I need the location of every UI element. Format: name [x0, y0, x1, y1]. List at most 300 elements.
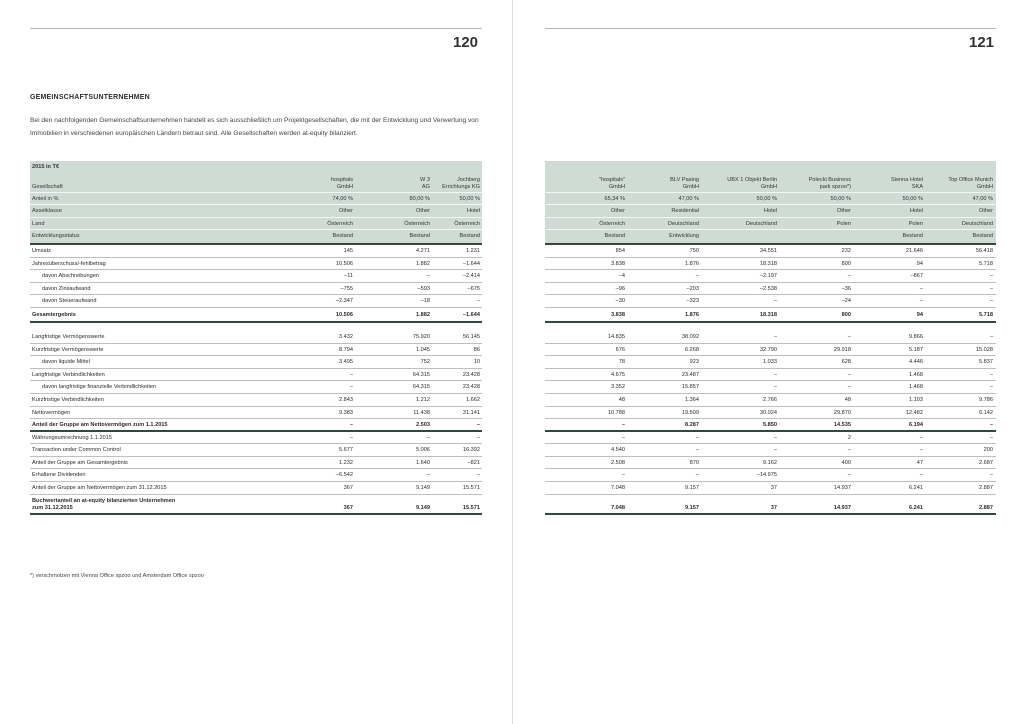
table-row: [545, 482, 996, 495]
company-name: UBX 1 Objekt Berlin GmbH: [727, 176, 777, 191]
table-row: [545, 469, 996, 482]
table-row: [545, 444, 996, 457]
country-row: [30, 218, 482, 231]
cell: 10: [473, 359, 480, 366]
year-header-row: [545, 161, 996, 174]
cell: 1.364: [685, 396, 699, 403]
share-row: [545, 193, 996, 206]
row-label: Transaction under Common Control: [32, 447, 121, 454]
cell: 628: [841, 359, 851, 366]
country-row: [545, 218, 996, 231]
cell: –: [349, 434, 353, 441]
cell: Hotel: [909, 208, 923, 215]
cell: 1.045: [416, 346, 430, 353]
cell: 1.882: [416, 260, 430, 267]
cell: 9.149: [416, 504, 430, 511]
cell: 50,00 %: [830, 195, 851, 202]
cell: Polen: [908, 220, 923, 227]
cell: –: [695, 273, 699, 280]
cell: Polen: [836, 220, 851, 227]
cell: 10.506: [335, 311, 353, 318]
cell: Bestand: [459, 233, 480, 240]
cell: 37: [770, 504, 777, 511]
company-name: Jochberg Errichtungs KG: [442, 176, 480, 191]
cell: –: [989, 333, 993, 340]
cell: 38.092: [681, 333, 699, 340]
cell: –2.538: [759, 285, 777, 292]
cell: –14.975: [756, 472, 777, 479]
cell: 14.937: [833, 504, 851, 511]
cell: 145: [343, 247, 353, 254]
cell: 29.870: [833, 409, 851, 416]
cell: 1.640: [416, 459, 430, 466]
cell: 15.028: [975, 346, 993, 353]
cell: –2.347: [335, 298, 353, 305]
table-row: [30, 369, 482, 382]
cell: 50,00 %: [902, 195, 923, 202]
table-row: [545, 394, 996, 407]
cell: 94: [916, 311, 923, 318]
cell: 1.231: [466, 247, 480, 254]
row-label: Anteil der Gruppe am Nettovermögen zum 31.12.2015: [32, 485, 167, 492]
cell: 6.241: [909, 485, 923, 492]
cell: –: [426, 434, 430, 441]
cell: –: [773, 384, 777, 391]
row-label: Langfristige Vermögenswerte: [32, 333, 105, 340]
cell: 12.482: [905, 409, 923, 416]
cell: 6.241: [909, 504, 923, 511]
cell: [701, 230, 777, 243]
cell: 18.318: [759, 311, 777, 318]
share-row: [30, 193, 482, 206]
cell: 50,00 %: [756, 195, 777, 202]
cell: 4.675: [611, 371, 625, 378]
cell: Österreich: [327, 220, 353, 227]
cell: 800: [841, 311, 851, 318]
cell: Bestand: [604, 233, 625, 240]
cell: 14.835: [607, 333, 625, 340]
table-row: [30, 283, 482, 296]
cell: –: [989, 273, 993, 280]
cell: –: [476, 472, 480, 479]
cell: –867: [910, 273, 923, 280]
company-name: Polecki Business park spzoo*): [808, 176, 851, 191]
row-label: Entwicklungsstatus: [32, 233, 80, 240]
cell: –30: [615, 298, 625, 305]
company-label: Gesellschaft: [32, 183, 63, 190]
page-number: 121: [969, 34, 995, 51]
cell: 4.271: [416, 247, 430, 254]
cell: 1.103: [909, 396, 923, 403]
cell: 232: [841, 247, 851, 254]
cell: –1.644: [462, 311, 480, 318]
row-label: davon langfristige finanzielle Verbindlichkeiten: [42, 384, 157, 391]
cell: 2.687: [979, 459, 993, 466]
table-row: [30, 356, 482, 369]
cell: Other: [416, 208, 430, 215]
row-label: Anteil der Gruppe am Gesamtergebnis: [32, 459, 128, 466]
cell: –96: [615, 285, 625, 292]
cell: 9.157: [685, 504, 699, 511]
table-row: [30, 344, 482, 357]
cell: 14.535: [833, 422, 851, 429]
row-label: Umsatz: [32, 247, 51, 254]
cell: 21.646: [905, 247, 923, 254]
cell: 8.287: [685, 422, 699, 429]
cell: 1.212: [416, 396, 430, 403]
joint-ventures-table-left: [30, 161, 482, 515]
total-row: [545, 308, 996, 323]
table-row: [545, 407, 996, 420]
page-number: 120: [453, 34, 479, 51]
company-name: Top Office Munich GmbH: [948, 176, 993, 191]
cell: –: [847, 472, 851, 479]
year-header-row: [30, 161, 482, 174]
company-name: hospitals GmbH: [330, 176, 353, 191]
cell: –: [847, 273, 851, 280]
cell: –11: [344, 273, 353, 280]
cell: –: [349, 422, 353, 429]
company-name: Sienna Hotel SKA: [890, 176, 923, 191]
cell: 47,00 %: [678, 195, 699, 202]
company-header-row: [545, 174, 996, 193]
cell: 16.392: [462, 447, 480, 454]
cell: 94: [916, 260, 923, 267]
cell: 1.232: [339, 459, 353, 466]
cell: Deutschland: [745, 220, 777, 227]
cell: –2.197: [759, 273, 777, 280]
cell: –: [989, 371, 993, 378]
cell: –2.414: [462, 273, 480, 280]
cell: 15.571: [462, 504, 480, 511]
row-label: Anteil der Gruppe am Nettovermögen zum 1.1.2015: [32, 422, 168, 429]
cell: –: [919, 472, 923, 479]
row-label: Nettovermögen: [32, 409, 71, 416]
cell: 3.432: [339, 333, 353, 340]
cell: –24: [841, 298, 851, 305]
cell: 9.162: [763, 459, 777, 466]
cell: –323: [686, 298, 699, 305]
cell: 1.468: [909, 371, 923, 378]
table-row: [30, 457, 482, 470]
cell: 367: [343, 504, 353, 511]
cell: –203: [686, 285, 699, 292]
cell: Bestand: [409, 233, 430, 240]
table-row: [30, 295, 482, 308]
table-row: [545, 344, 996, 357]
row-label: Jahresüberschuss/-fehlbetrag: [32, 260, 106, 267]
cell: Other: [339, 208, 353, 215]
table-row: [30, 482, 482, 495]
intro-paragraph: Bei den nachfolgenden Gemeinschaftsunternehmen handelt es sich ausschließlich um Projektgesellschaften, die mit der Entwicklung und Verwertung von Immobilien in verschiedenen europäischen Ländern betraut sind. Alle Gesellschaften werden at-equity bilanziert.: [30, 117, 479, 137]
cell: –: [773, 333, 777, 340]
cell: 86: [473, 346, 480, 353]
cell: 6.142: [979, 409, 993, 416]
cell: –: [919, 298, 923, 305]
cell: 10.506: [335, 260, 353, 267]
cell: 14.937: [833, 485, 851, 492]
cell: Bestand: [972, 233, 993, 240]
cell: –: [476, 422, 480, 429]
company-name: BLV Pasing GmbH: [670, 176, 699, 191]
cell: 1.876: [685, 311, 699, 318]
table-row: [545, 369, 996, 382]
cell: 1.876: [685, 260, 699, 267]
cell: 1.882: [416, 311, 430, 318]
table-row: [30, 469, 482, 482]
cell: –: [695, 447, 699, 454]
cell: 800: [841, 260, 851, 267]
table-row: [30, 258, 482, 271]
cell: 6.268: [685, 346, 699, 353]
cell: 29.918: [833, 346, 851, 353]
total-row: [30, 308, 482, 323]
cell: 47: [916, 459, 923, 466]
cell: –: [349, 384, 353, 391]
cell: 15.857: [681, 384, 699, 391]
cell: –: [349, 371, 353, 378]
cell: 5.837: [979, 359, 993, 366]
row-label: Gesamtergebnis: [32, 311, 76, 318]
table-row: [545, 419, 996, 432]
cell: 10.788: [607, 409, 625, 416]
cell: –: [773, 447, 777, 454]
table-row: [30, 419, 482, 432]
company-name: "hospitals" GmbH: [598, 176, 625, 191]
table-row: [545, 381, 996, 394]
cell: 4.446: [909, 359, 923, 366]
year-label: 2015 in T€: [32, 164, 60, 170]
cell: –: [989, 434, 993, 441]
cell: –: [426, 273, 430, 280]
cell: 5.006: [416, 447, 430, 454]
cell: 4.540: [611, 447, 625, 454]
cell: 48: [618, 396, 625, 403]
cell: Deutschland: [667, 220, 699, 227]
cell: 854: [615, 247, 625, 254]
cell: 74,00 %: [332, 195, 353, 202]
asset-class-row: [30, 205, 482, 218]
cell: –36: [841, 285, 851, 292]
cell: 80,00 %: [409, 195, 430, 202]
spacer: [30, 323, 482, 331]
cell: 34.551: [759, 247, 777, 254]
table-row: [545, 245, 996, 258]
cell: 2.887: [979, 485, 993, 492]
cell: 3.495: [339, 359, 353, 366]
cell: 3.352: [611, 384, 625, 391]
cell: –: [989, 298, 993, 305]
cell: Deutschland: [961, 220, 993, 227]
cell: –593: [417, 285, 430, 292]
right-page: [513, 0, 1024, 724]
cell: 9.866: [909, 333, 923, 340]
cell: –6.542: [335, 472, 353, 479]
cell: –: [621, 422, 625, 429]
cell: 400: [841, 459, 851, 466]
cell: –: [621, 434, 625, 441]
company-name: W 3 AG: [420, 176, 430, 191]
row-label: Währungsumrechnung 1.1.2015: [32, 434, 112, 441]
cell: –675: [467, 285, 480, 292]
carrying-amount-row: [30, 495, 482, 515]
cell: –: [476, 298, 480, 305]
cell: –821: [467, 459, 480, 466]
cell: 1.033: [763, 359, 777, 366]
row-label: Erhaltene Dividenden: [32, 472, 86, 479]
cell: 2.508: [611, 459, 625, 466]
company-header-row: [30, 174, 482, 193]
cell: 3.838: [611, 311, 625, 318]
cell: 32.790: [759, 346, 777, 353]
cell: –: [773, 371, 777, 378]
cell: 11.438: [413, 409, 430, 416]
top-rule: [30, 28, 482, 29]
cell: –4: [618, 273, 625, 280]
cell: 56.145: [462, 333, 480, 340]
cell: 23.487: [681, 371, 699, 378]
cell: –: [847, 333, 851, 340]
cell: 1.468: [909, 384, 923, 391]
cell: 64.315: [412, 371, 430, 378]
cell: 50,00 %: [459, 195, 480, 202]
cell: [779, 230, 851, 243]
cell: Bestand: [902, 233, 923, 240]
cell: Hotel: [763, 208, 777, 215]
cell: –: [426, 472, 430, 479]
cell: 2: [847, 434, 851, 441]
table-row: [30, 331, 482, 344]
cell: Österreich: [599, 220, 625, 227]
cell: 23.428: [462, 371, 480, 378]
table-row: [30, 245, 482, 258]
row-label: Buchwertanteil an at-equity bilanzierten Unternehmen zum 31.12.2015: [32, 497, 176, 511]
cell: 37: [770, 485, 777, 492]
row-label: davon Zinsaufwand: [42, 285, 91, 292]
table-row: [30, 270, 482, 283]
cell: 75.920: [412, 333, 430, 340]
cell: 870: [689, 459, 699, 466]
row-label: davon Steueraufwand: [42, 298, 97, 305]
table-row: [545, 432, 996, 445]
cell: 19.509: [681, 409, 699, 416]
row-label: davon Abschreibungen: [42, 273, 99, 280]
cell: 5.187: [909, 346, 923, 353]
cell: 923: [689, 359, 699, 366]
cell: 5.718: [979, 311, 993, 318]
cell: 2.766: [763, 396, 777, 403]
table-row: [545, 356, 996, 369]
cell: Bestand: [332, 233, 353, 240]
cell: –1.644: [462, 260, 480, 267]
cell: –755: [340, 285, 353, 292]
footnote: *) verschmolzen mit Vienna Office spzoo und Amsterdam Office spzoo: [30, 573, 204, 579]
cell: Österreich: [404, 220, 430, 227]
cell: –: [989, 422, 993, 429]
table-row: [545, 270, 996, 283]
cell: –18: [420, 298, 430, 305]
development-status-row: [30, 230, 482, 245]
cell: 2.887: [979, 504, 993, 511]
cell: –: [773, 298, 777, 305]
table-row: [545, 283, 996, 296]
cell: –: [919, 434, 923, 441]
cell: –: [989, 384, 993, 391]
table-row: [545, 331, 996, 344]
cell: 367: [343, 485, 353, 492]
spacer: [545, 323, 996, 331]
cell: –: [989, 285, 993, 292]
joint-ventures-table-right: [545, 161, 996, 515]
development-status-row: [545, 230, 996, 245]
cell: 15.571: [462, 485, 480, 492]
cell: 9.157: [685, 485, 699, 492]
table-row: [545, 457, 996, 470]
cell: –: [773, 434, 777, 441]
cell: –: [476, 434, 480, 441]
cell: 48: [844, 396, 851, 403]
cell: 5.850: [763, 422, 777, 429]
cell: Other: [611, 208, 625, 215]
cell: Entwicklung: [669, 233, 699, 240]
row-label: Kurzfristige Verbindlichkeiten: [32, 396, 104, 403]
cell: –: [621, 472, 625, 479]
cell: Other: [979, 208, 993, 215]
row-label: davon liquide Mittel: [42, 359, 90, 366]
cell: 9.383: [339, 409, 353, 416]
cell: –: [989, 472, 993, 479]
row-label: Anteil in %: [32, 195, 59, 202]
table-row: [30, 432, 482, 445]
cell: 2.503: [416, 422, 430, 429]
table-row: [545, 258, 996, 271]
cell: –: [847, 447, 851, 454]
cell: 7.048: [611, 485, 625, 492]
cell: –: [847, 371, 851, 378]
cell: 5.718: [979, 260, 993, 267]
cell: 31.141: [462, 409, 480, 416]
cell: 3.838: [611, 260, 625, 267]
cell: 676: [615, 346, 625, 353]
asset-class-row: [545, 205, 996, 218]
section-heading: GEMEINSCHAFTSUNTERNEHMEN: [30, 94, 150, 101]
cell: 65,34 %: [604, 195, 625, 202]
cell: 9.786: [979, 396, 993, 403]
cell: –: [847, 384, 851, 391]
cell: –: [919, 447, 923, 454]
cell: Other: [837, 208, 851, 215]
table-row: [545, 295, 996, 308]
row-label: Langfristige Verbindlichkeiten: [32, 371, 105, 378]
cell: Österreich: [454, 220, 480, 227]
cell: 200: [983, 447, 993, 454]
cell: 5.677: [339, 447, 353, 454]
cell: –: [695, 472, 699, 479]
table-row: [30, 381, 482, 394]
cell: Residential: [671, 208, 699, 215]
table-row: [30, 444, 482, 457]
row-label: Kurzfristige Vermögenswerte: [32, 346, 104, 353]
cell: 6.194: [909, 422, 923, 429]
cell: 47,00 %: [972, 195, 993, 202]
row-label: Assetklasse: [32, 208, 62, 215]
cell: 78: [618, 359, 625, 366]
cell: 30.024: [759, 409, 777, 416]
cell: –: [695, 434, 699, 441]
cell: 18.318: [759, 260, 777, 267]
cell: 750: [689, 247, 699, 254]
cell: 23.428: [462, 384, 480, 391]
